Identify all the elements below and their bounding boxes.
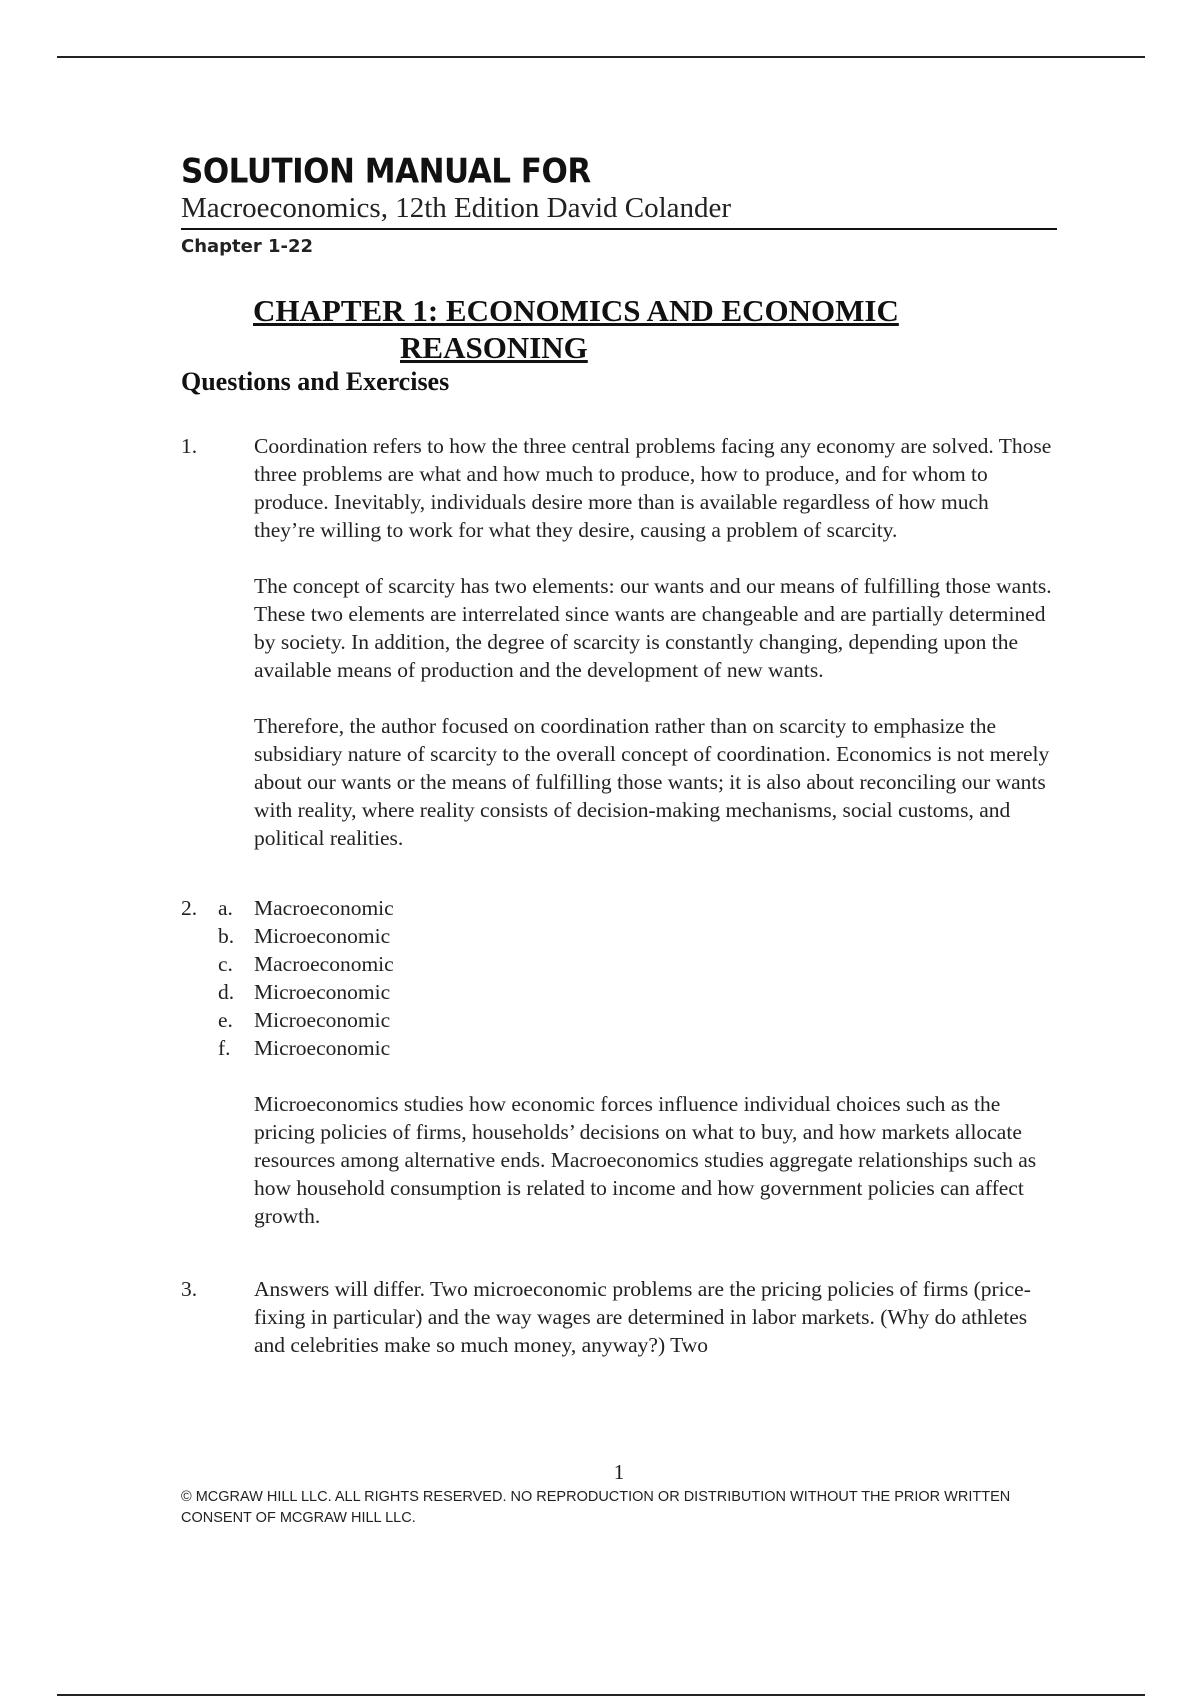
item-letter: a. bbox=[218, 896, 233, 920]
book-title: Macroeconomics, 12th Edition David Colander bbox=[181, 190, 1057, 230]
question-body bbox=[254, 1275, 1054, 1359]
brand-title: SOLUTION MANUAL FOR bbox=[181, 152, 591, 192]
item-text: Macroeconomic bbox=[254, 896, 394, 920]
answer-list bbox=[218, 894, 1054, 1062]
item-letter: f. bbox=[218, 1036, 231, 1060]
question-number: 2. bbox=[181, 896, 198, 920]
question-body bbox=[218, 894, 1054, 1230]
paragraph: Therefore, the author focused on coordination rather than on scarcity to emphasize the subsidiary nature of scarcity to the overall concept of coordination. Economics is not merely about our wants or the means of fulfilling those wants; it is also about reconciling our wants with reality, where reality consists of decision-making mechanisms, social customs, and political realities. bbox=[254, 714, 1050, 850]
paragraph: Answers will differ. Two microeconomic problems are the pricing policies of firms (price-fixing in particular) and the way wages are determined in labor markets. (Why do athletes and celebrities make so much money, anyway?) Two bbox=[254, 1277, 1031, 1357]
list-item bbox=[218, 894, 1054, 922]
item-letter: c. bbox=[218, 952, 233, 976]
section-heading: Questions and Exercises bbox=[181, 367, 450, 396]
question-3 bbox=[181, 1275, 1061, 1359]
page-number: 1 bbox=[613, 1460, 625, 1484]
item-text: Microeconomic bbox=[254, 980, 391, 1004]
chapter-range: Chapter 1-22 bbox=[181, 236, 314, 257]
paragraph: The concept of scarcity has two elements: our wants and our means of fulfilling those wants. These two elements are interrelated since wants are changeable and are partially determined by society. In addition, the degree of scarcity is constantly changing, depending upon the available means of production and the development of new wants. bbox=[254, 574, 1052, 682]
question-body bbox=[254, 432, 1054, 852]
bottom-rule bbox=[57, 1694, 1145, 1696]
question-2 bbox=[181, 894, 1061, 1230]
item-text: Microeconomic bbox=[254, 1036, 391, 1060]
document-page bbox=[181, 150, 1061, 1526]
item-text: Macroeconomic bbox=[254, 952, 394, 976]
list-item bbox=[218, 922, 1054, 950]
question-number: 3. bbox=[181, 1277, 198, 1301]
paragraph: Microeconomics studies how economic forces influence individual choices such as the pricing policies of firms, households’ decisions on what to buy, and how markets allocate resources among alternative ends. Macroeconomics studies aggregate relationships such as how household consumption is related to income and how government policies can affect growth. bbox=[254, 1092, 1037, 1228]
list-item bbox=[218, 1034, 1054, 1062]
list-item bbox=[218, 978, 1054, 1006]
chapter-heading bbox=[253, 292, 1061, 366]
chapter-heading-line1: CHAPTER 1: ECONOMICS AND ECONOMIC bbox=[253, 293, 899, 328]
list-item bbox=[218, 950, 1054, 978]
item-text: Microeconomic bbox=[254, 1008, 391, 1032]
list-item bbox=[218, 1006, 1054, 1034]
item-letter: e. bbox=[218, 1008, 233, 1032]
question-1 bbox=[181, 432, 1061, 852]
top-rule bbox=[57, 56, 1145, 58]
question-number: 1. bbox=[181, 434, 198, 458]
paragraph: Coordination refers to how the three central problems facing any economy are solved. Those three problems are what and how much to produce, how to produce, and for whom to produce. Inevitably, individuals desire more than is available regardless of how much they’re willing to work for what they desire, causing a problem of scarcity. bbox=[254, 434, 1052, 542]
chapter-heading-line2: REASONING bbox=[400, 330, 588, 365]
copyright-footer: © MCGRAW HILL LLC. ALL RIGHTS RESERVED. NO REPRODUCTION OR DISTRIBUTION WITHOUT THE PRIOR WRITTEN CONSENT OF MCGRAW HILL LLC. bbox=[181, 1489, 1011, 1526]
item-text: Microeconomic bbox=[254, 924, 391, 948]
item-letter: b. bbox=[218, 924, 235, 948]
item-letter: d. bbox=[218, 980, 235, 1004]
